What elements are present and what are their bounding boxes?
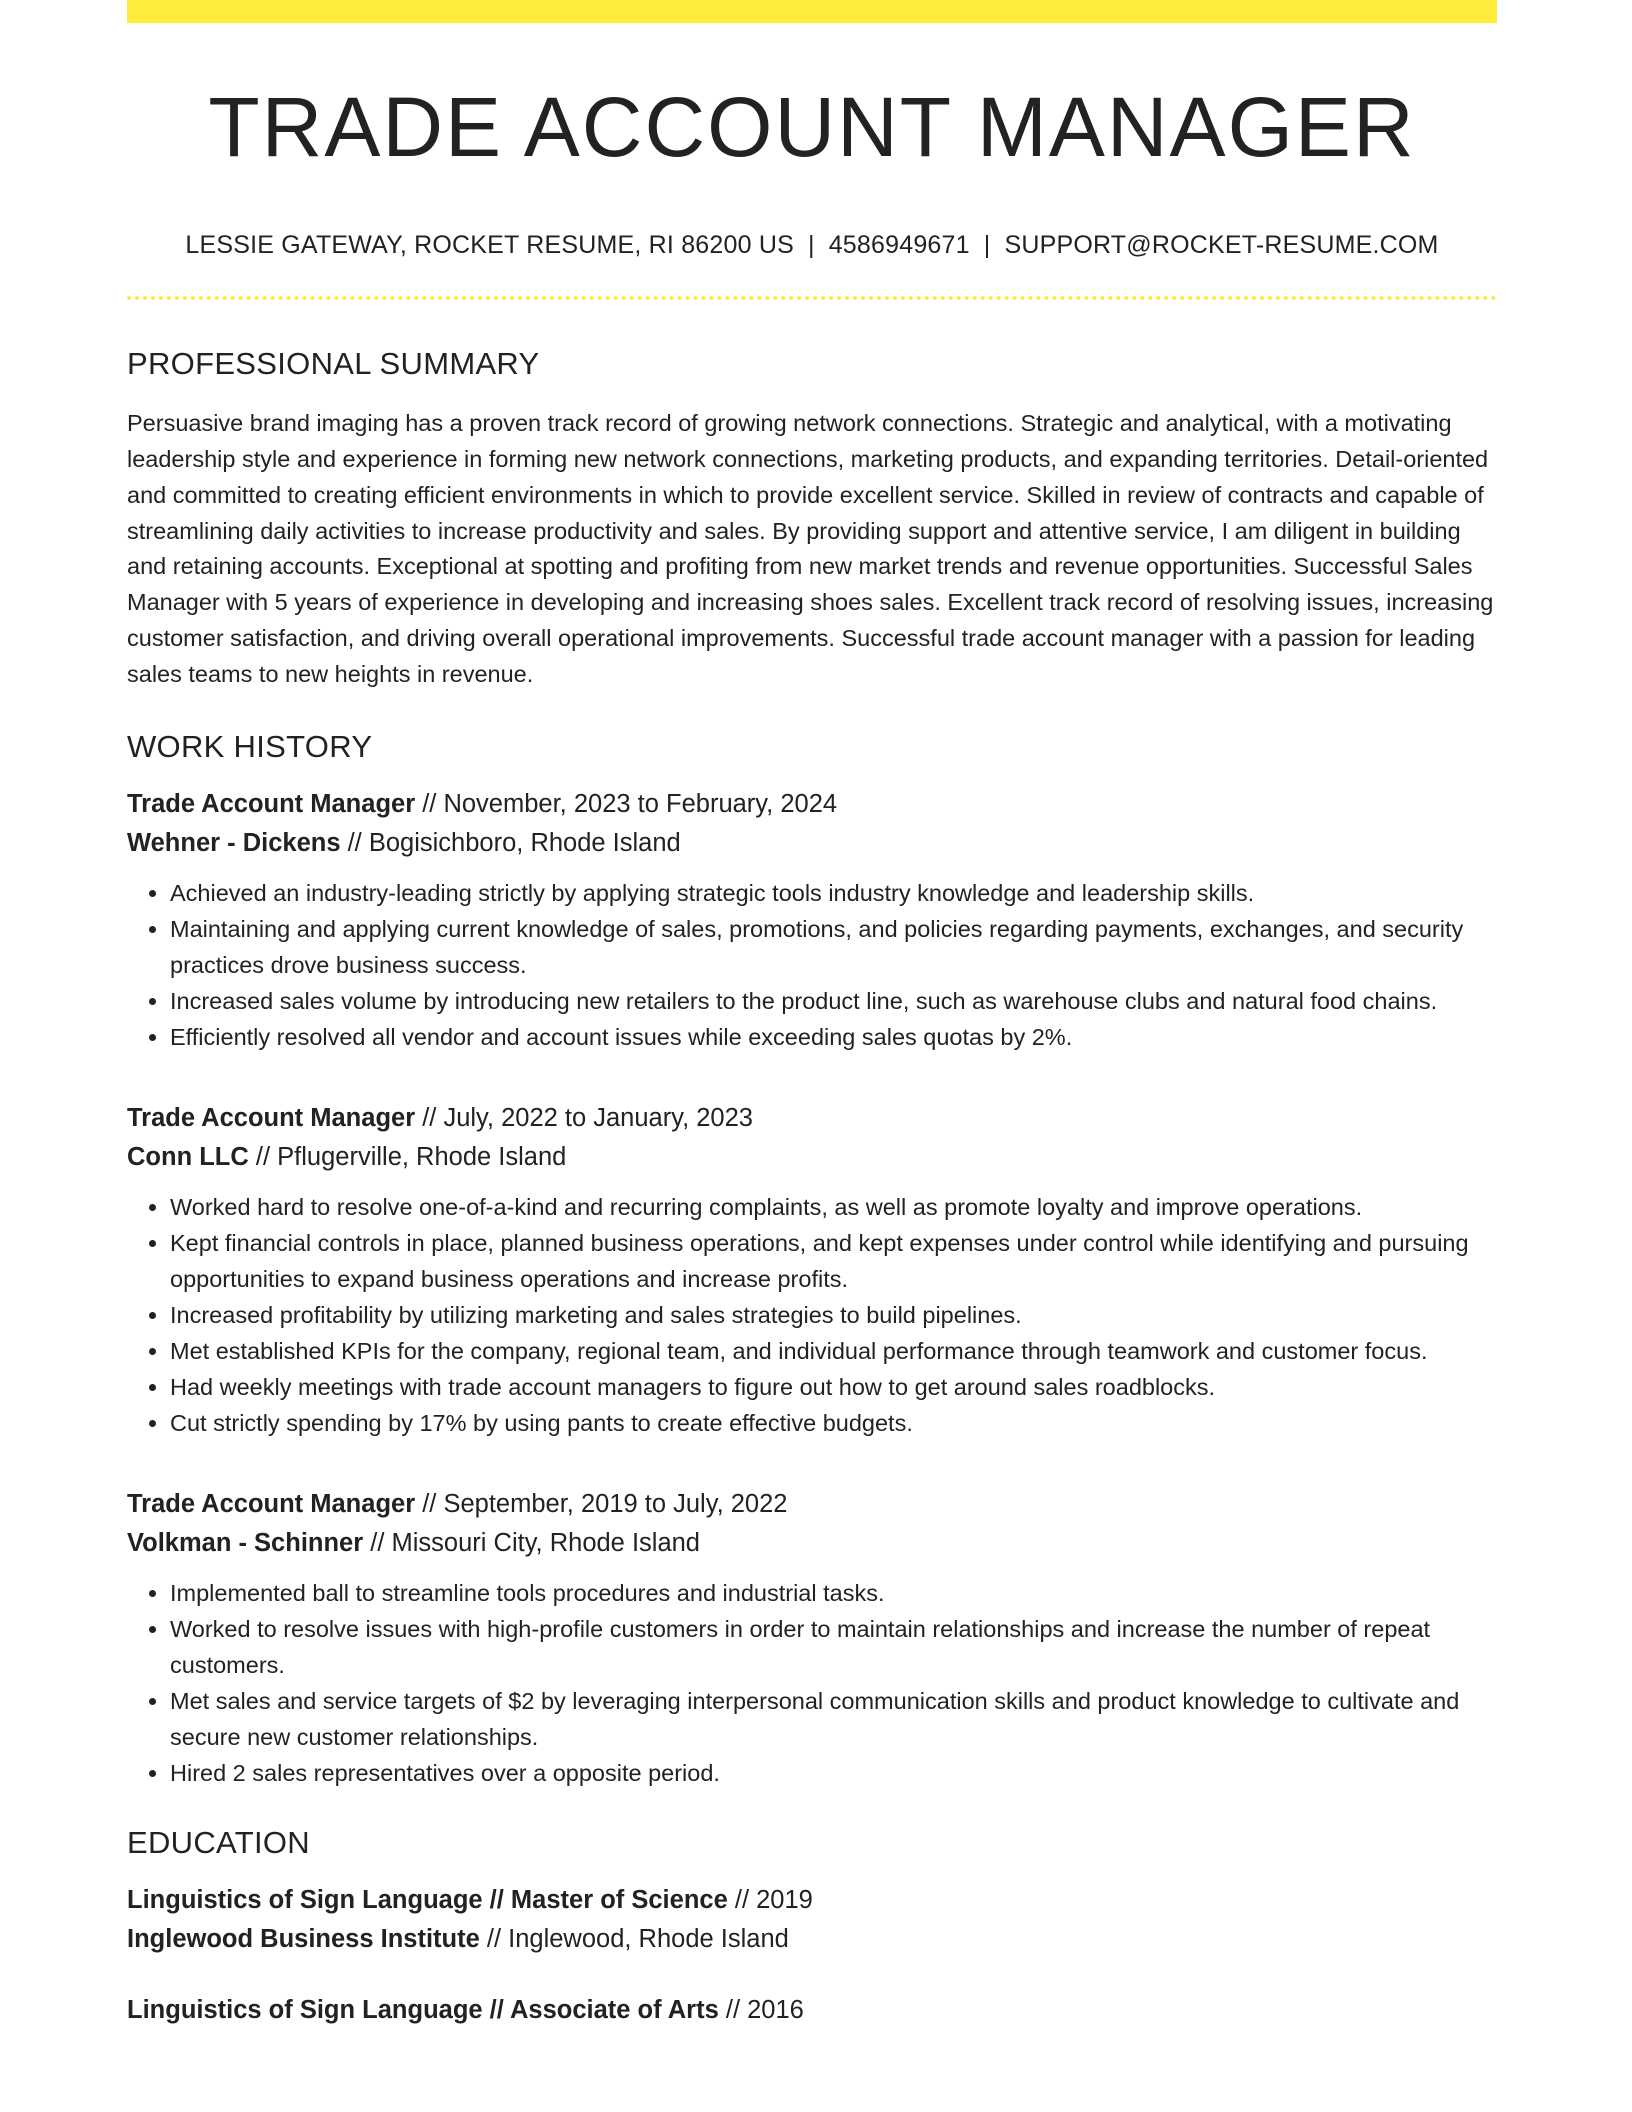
dotted-divider: [127, 296, 1497, 300]
job-company: Wehner - Dickens: [127, 828, 341, 857]
job-company-line: [127, 824, 1497, 863]
job-title: Trade Account Manager: [127, 789, 416, 818]
job-bullet: • Hired 2 sales representatives over a opposite period.: [170, 1755, 1497, 1791]
contact-separator: |: [808, 231, 815, 260]
job-entry: [127, 1099, 1497, 1441]
job-company: Conn LLC: [127, 1142, 249, 1171]
summary-heading: PROFESSIONAL SUMMARY: [127, 346, 540, 382]
accent-top-bar: [127, 0, 1497, 23]
job-bullets: [127, 1189, 1497, 1441]
job-title: Trade Account Manager: [127, 1489, 416, 1518]
job-dates: // November, 2023 to February, 2024: [415, 789, 838, 818]
education-degree-line: [127, 1881, 1497, 1920]
education-year: // 2019: [727, 1885, 813, 1914]
job-bullet: • Met established KPIs for the company, regional team, and individual performance through teamwork and customer focus.: [170, 1333, 1497, 1369]
education-location: // Inglewood, Rhode Island: [479, 1924, 789, 1953]
job-company: Volkman - Schinner: [127, 1528, 364, 1557]
job-location: // Missouri City, Rhode Island: [363, 1528, 700, 1557]
contact-line: [127, 231, 1497, 260]
job-bullet: • Increased sales volume by introducing new retailers to the product line, such as warehouse clubs and natural food chains.: [170, 983, 1497, 1019]
job-dates: // July, 2022 to January, 2023: [415, 1103, 753, 1132]
education-degree: Linguistics of Sign Language // Associate of Arts: [127, 1995, 719, 2024]
job-entry: [127, 785, 1497, 1055]
job-title-line: [127, 1099, 1497, 1138]
job-bullet: • Maintaining and applying current knowledge of sales, promotions, and policies regarding payments, exchanges, and security practices drove business success.: [170, 911, 1497, 983]
job-entry: [127, 1485, 1497, 1791]
resume-page: [127, 0, 1497, 2030]
job-bullet: • Kept financial controls in place, planned business operations, and kept expenses under control while identifying and pursuing opportunities to expand business operations and increase profits.: [170, 1225, 1497, 1297]
education-degree: Linguistics of Sign Language // Master of Science: [127, 1885, 728, 1914]
job-bullet: • Implemented ball to streamline tools procedures and industrial tasks.: [170, 1575, 1497, 1611]
job-bullet: • Increased profitability by utilizing marketing and sales strategies to build pipelines.: [170, 1297, 1497, 1333]
job-location: // Bogisichboro, Rhode Island: [340, 828, 681, 857]
contact-separator: |: [983, 231, 991, 260]
education-entry: [127, 1881, 1497, 1959]
job-bullets: [127, 1575, 1497, 1791]
education-school-line: [127, 1920, 1497, 1959]
job-bullet: • Worked to resolve issues with high-profile customers in order to maintain relationships and increase the number of repeat customers.: [170, 1611, 1497, 1683]
resume-title: TRADE ACCOUNT MANAGER: [208, 80, 1416, 174]
education-heading: EDUCATION: [127, 1824, 310, 1860]
summary-text: Persuasive brand imaging has a proven track record of growing network connections. Strategic and analytical, with a motivating leadership style and experience in forming new network connections, marketing products, and expanding territories. Detail-oriented and committed to creating efficient environments in which to provide excellent service. Skilled in review of contracts and capable of streamlining daily activities to increase productivity and sales. By providing support and attentive service, I am diligent in building and retaining accounts. Exceptional at spotting and profiting from new market trends and revenue opportunities. Successful Sales Manager with 5 years of experience in developing and increasing shoes sales. Excellent track record of resolving issues, increasing customer satisfaction, and driving overall operational improvements. Successful trade account manager with a passion for leading sales teams to new heights in revenue.: [127, 410, 1494, 687]
job-bullet: • Worked hard to resolve one-of-a-kind and recurring complaints, as well as promote loyalty and improve operations.: [170, 1189, 1497, 1225]
job-title-line: [127, 785, 1497, 824]
job-bullet: • Met sales and service targets of $2 by leveraging interpersonal communication skills and product knowledge to cultivate and secure new customer relationships.: [170, 1683, 1497, 1755]
contact-phone[interactable]: 4586949671: [828, 231, 970, 260]
job-title-line: [127, 1485, 1497, 1524]
contact-address: LESSIE GATEWAY, ROCKET RESUME, RI 86200 US: [185, 231, 794, 260]
job-bullet: • Achieved an industry-leading strictly by applying strategic tools industry knowledge and leadership skills.: [170, 875, 1497, 911]
job-bullet: • Efficiently resolved all vendor and account issues while exceeding sales quotas by 2%.: [170, 1019, 1497, 1055]
contact-email[interactable]: SUPPORT@ROCKET-RESUME.COM: [1004, 231, 1439, 260]
job-location: // Pflugerville, Rhode Island: [248, 1142, 567, 1171]
job-bullets: [127, 875, 1497, 1055]
job-bullet: • Had weekly meetings with trade account managers to figure out how to get around sales roadblocks.: [170, 1369, 1497, 1405]
job-company-line: [127, 1524, 1497, 1563]
job-title: Trade Account Manager: [127, 1103, 416, 1132]
work-history-heading: WORK HISTORY: [127, 728, 373, 764]
education-entry: [127, 1991, 1497, 2030]
job-company-line: [127, 1138, 1497, 1177]
education-school: Inglewood Business Institute: [127, 1924, 480, 1953]
education-year: // 2016: [718, 1995, 804, 2024]
education-degree-line: [127, 1991, 1497, 2030]
job-bullet: • Cut strictly spending by 17% by using pants to create effective budgets.: [170, 1405, 1497, 1441]
job-dates: // September, 2019 to July, 2022: [415, 1489, 788, 1518]
